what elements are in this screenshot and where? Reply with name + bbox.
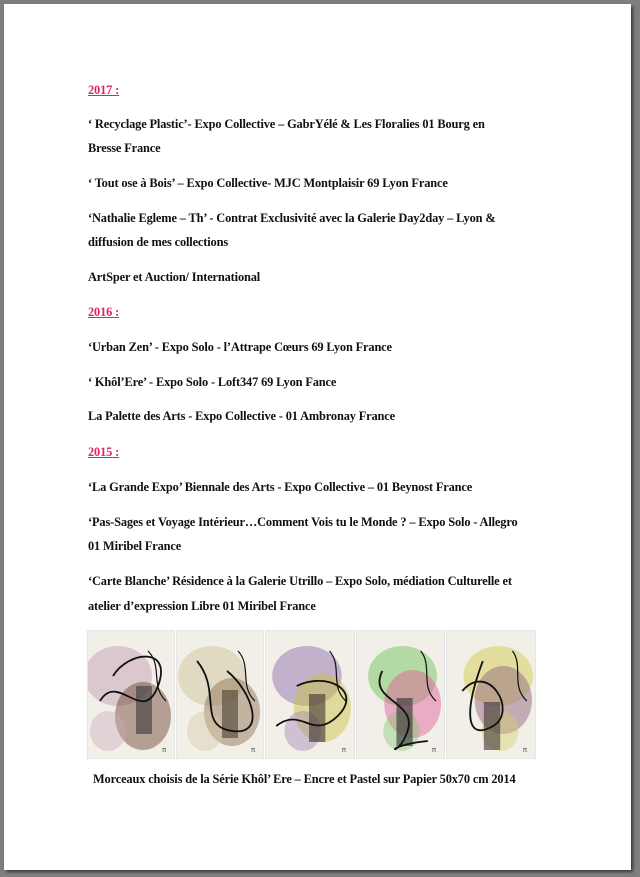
exhibition-entry: ‘Pas-Sages et Voyage Intérieur…Comment Vois tu le Monde ? – Expo Solo - Allegro bbox=[88, 515, 518, 529]
khol-ere-artwork-1 bbox=[87, 630, 175, 759]
exhibition-entry: ‘Carte Blanche’ Résidence à la Galerie Utrillo – Expo Solo, médiation Culturelle et bbox=[88, 574, 512, 588]
exhibition-entry-continued: diffusion de mes collections bbox=[88, 235, 229, 249]
document-page bbox=[4, 4, 631, 870]
svg-text:π: π bbox=[431, 745, 437, 754]
khol-ere-artwork-2 bbox=[176, 630, 264, 759]
exhibition-entry: ‘Urban Zen’ - Expo Solo - l’Attrape Cœurs 69 Lyon France bbox=[88, 340, 392, 354]
exhibition-entry-continued: Bresse France bbox=[88, 141, 161, 155]
artwork-image bbox=[266, 631, 354, 758]
svg-text:π: π bbox=[522, 745, 528, 754]
svg-text:π: π bbox=[251, 746, 256, 754]
exhibition-entry: La Palette des Arts - Expo Collective - 01 Ambronay France bbox=[88, 409, 395, 423]
exhibition-entry-continued: atelier d’expression Libre 01 Miribel France bbox=[88, 599, 316, 613]
year-heading-2015: 2015 : bbox=[88, 445, 120, 459]
exhibition-entry: ‘ Recyclage Plastic’- Expo Collective – GabrYélé & Les Floralies 01 Bourg en bbox=[88, 117, 485, 131]
year-heading-2016: 2016 : bbox=[88, 305, 120, 319]
svg-text:π: π bbox=[341, 745, 347, 754]
exhibition-entry: ‘ Tout ose à Bois’ – Expo Collective- MJC Montplaisir 69 Lyon France bbox=[88, 176, 448, 190]
exhibition-entry-continued: 01 Miribel France bbox=[88, 539, 182, 553]
svg-text:π: π bbox=[162, 746, 167, 754]
artwork-image bbox=[447, 631, 535, 758]
exhibition-entry: ‘La Grande Expo’ Biennale des Arts - Expo Collective – 01 Beynost France bbox=[88, 480, 473, 494]
gallery-caption: Morceaux choisis de la Série Khôl’ Ere – Encre et Pastel sur Papier 50x70 cm 2014 bbox=[93, 772, 516, 786]
exhibition-entry: ‘ Khôl’Ere’ - Expo Solo - Loft347 69 Lyon Fance bbox=[88, 375, 337, 389]
artwork-image bbox=[357, 631, 444, 758]
khol-ere-artwork-5 bbox=[446, 630, 536, 759]
artwork-image bbox=[88, 631, 174, 758]
artwork-image bbox=[177, 631, 263, 758]
exhibition-entry: ArtSper et Auction/ International bbox=[88, 270, 261, 284]
year-heading-2017: 2017 : bbox=[88, 83, 120, 97]
khol-ere-artwork-4 bbox=[356, 630, 445, 759]
khol-ere-artwork-3 bbox=[265, 630, 355, 759]
exhibition-entry: ‘Nathalie Egleme – Th’ - Contrat Exclusivité avec la Galerie Day2day – Lyon & bbox=[88, 211, 496, 225]
